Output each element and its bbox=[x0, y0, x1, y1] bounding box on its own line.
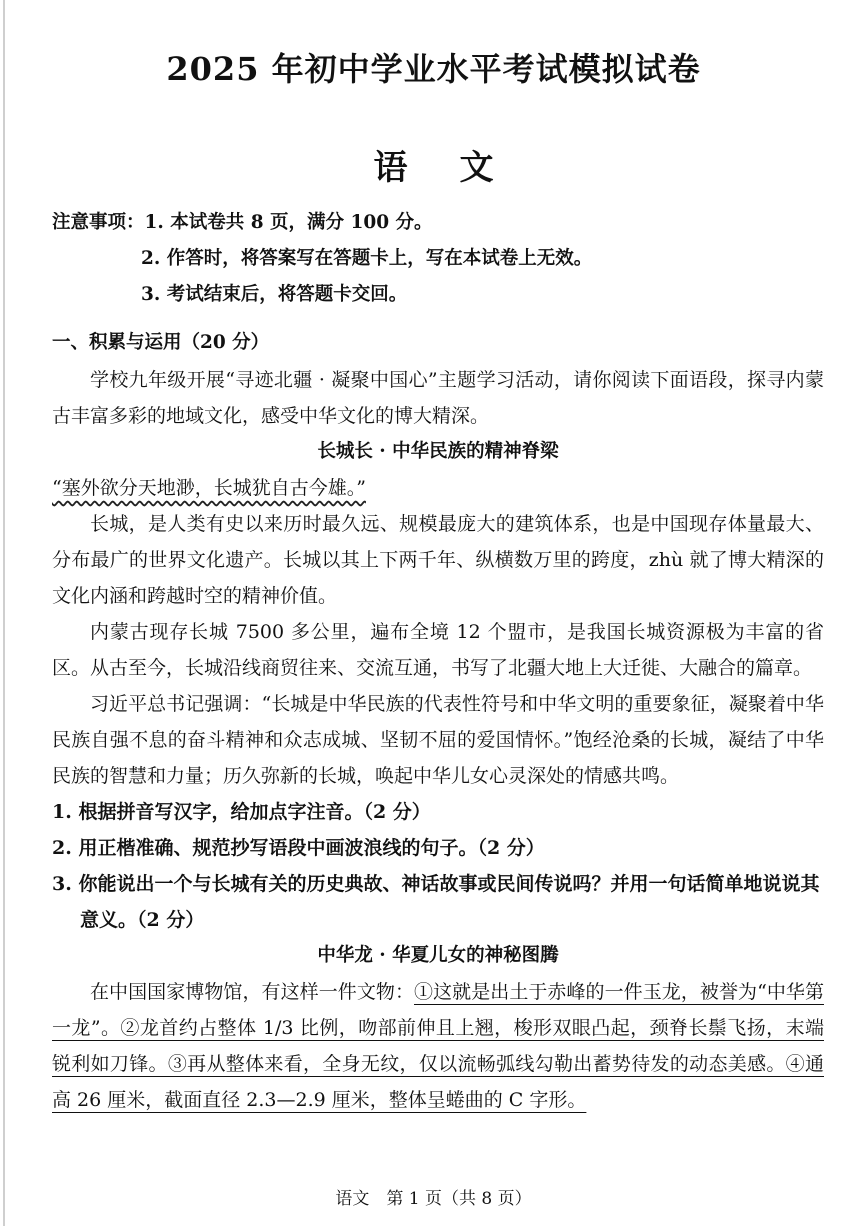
paragraph-jade-dragon bbox=[52, 974, 824, 1118]
part1-heading: 长城长 · 中华民族的精神脊梁 bbox=[317, 441, 559, 462]
jade-lead: 在中国国家博物馆，有这样一件文物： bbox=[90, 981, 415, 1003]
jade-underlined-text: ①这就是出土于赤峰的一件玉龙，被誉为“中华第一龙”。②龙首约占整体 1/3 比例，吻部前伸且上翘，梭形双眼凸起，颈脊长鬃飞扬，末端锐利如刀锋。③再从整体来看，全身无纹，仅以流畅弧线勾勒出蓄势待发的动态美感。④通高 26 厘米，截面直径 2.3—2.9 厘米，整体呈蜷曲的 C 字形。 bbox=[52, 981, 824, 1111]
intro-paragraph: 学校九年级开展“寻迹北疆 · 凝聚中国心”主题学习活动，请你阅读下面语段，探寻内蒙古丰富多彩的地域文化，感受中华文化的博大精深。 bbox=[52, 369, 824, 427]
notice-row-3 bbox=[52, 277, 592, 313]
wavy-quote bbox=[52, 470, 824, 506]
notice-block bbox=[52, 205, 592, 313]
notice-label: 注意事项： bbox=[52, 212, 145, 233]
notice-row-2 bbox=[52, 241, 592, 277]
exam-title: 2025 年初中学业水平考试模拟试卷 bbox=[166, 50, 701, 88]
question-3: 3. 你能说出一个与长城有关的历史典故、神话故事或民间传说吗？并用一句话简单地说说其 bbox=[52, 873, 820, 895]
notice-item: 3. 考试结束后，将答题卡交回。 bbox=[141, 284, 408, 305]
part2-heading: 中华龙 · 华夏儿女的神秘图腾 bbox=[317, 945, 559, 966]
question-2: 2. 用正楷准确、规范抄写语段中画波浪线的句子。（2 分） bbox=[52, 837, 545, 859]
page-footer: 语文 第 1 页（共 8 页） bbox=[335, 1189, 532, 1209]
paragraph-greatwall-2: 内蒙古现存长城 7500 多公里，遍布全境 12 个盟市，是我国长城资源极为丰富的省区。从古至今，长城沿线商贸往来、交流互通，书写了北疆大地上大迁徙、大融合的篇章。 bbox=[52, 621, 824, 679]
notice-row-1 bbox=[52, 205, 592, 241]
wavy-quote-text: “塞外欲分天地渺，长城犹自古今雄。” bbox=[52, 477, 366, 499]
subject-title: 语文 bbox=[373, 148, 546, 188]
paragraph-greatwall-1: 长城，是人类有史以来历时最久远、规模最庞大的建筑体系，也是中国现存体量最大、分布最广的世界文化遗产。长城以其上下两千年、纵横数万里的跨度，zhù 就了博大精深的文化内涵和跨越时空的精神价值。 bbox=[52, 513, 824, 607]
section-title: 一、积累与运用（20 分） bbox=[52, 332, 270, 353]
question-1: 1. 根据拼音写汉字，给加点字注音。（2 分） bbox=[52, 801, 431, 823]
notice-item: 2. 作答时，将答案写在答题卡上，写在本试卷上无效。 bbox=[141, 248, 593, 269]
question-3-continued: 意义。（2 分） bbox=[80, 909, 205, 931]
paragraph-greatwall-3: 习近平总书记强调：“长城是中华民族的代表性符号和中华文明的重要象征，凝聚着中华民族自强不息的奋斗精神和众志成城、坚韧不屈的爱国情怀。”饱经沧桑的长城，凝结了中华民族的智慧和力量；历久弥新的长城，唤起中华儿女心灵深处的情感共鸣。 bbox=[52, 693, 824, 787]
notice-item: 1. 本试卷共 8 页，满分 100 分。 bbox=[144, 212, 433, 233]
section-body bbox=[52, 362, 824, 1118]
